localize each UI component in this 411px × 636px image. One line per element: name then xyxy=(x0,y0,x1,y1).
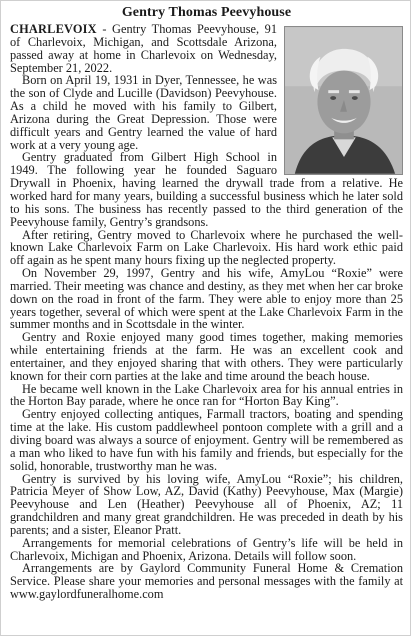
paragraph-text: - Gentry Thomas Peevyhouse, 91 of Charlevoix, Michigan, and Scottsdale Arizona, passed away at home in Charlevoix on Wednesday, September 21, 2022. xyxy=(10,22,277,75)
obituary-body xyxy=(10,23,403,601)
obituary-paragraph: Gentry graduated from Gilbert High School in 1949. The following year he founded Saguaro Drywall in Phoenix, having learned the drywall trade from a relative. He worked hard for many years, building a successful business which he later sold to his sons. The business has recently passed to the third generation of the Peevyhouse family, Gentry’s grandsons. xyxy=(10,150,403,229)
obituary-paragraph: Arrangements for memorial celebrations of Gentry’s life will be held in Charlevoix, Michigan and Phoenix, Arizona. Details will follow soon. xyxy=(10,535,403,563)
obituary-paragraph: After retiring, Gentry moved to Charlevoix where he purchased the well-known Lake Charlevoix Farm on Lake Charlevoix. His hard work ethic paid off again as he spent many hours fixing up the neglected property. xyxy=(10,227,403,268)
obituary-paragraph: Gentry and Roxie enjoyed many good times together, making memories while entertaining friends at the farm. He was an excellent cook and entertainer, and they enjoyed sharing that with others. They were particularly known for their corn parties at the lake and time around the beach house. xyxy=(10,330,403,383)
obituary-title: Gentry Thomas Peevyhouse xyxy=(121,5,292,20)
obituary-paragraph: He became well known in the Lake Charlevoix area for his annual entries in the Horton Bay parade, where he once ran for “Horton Bay King”. xyxy=(10,381,403,409)
obituary-paragraph: Born on April 19, 1931 in Dyer, Tennessee, he was the son of Clyde and Lucille (Davidson) Peevyhouse. As a child he moved with his family to Gilbert, Arizona during the Great Depression. Those were difficult years and Gentry learned the value of hard work at a very young age. xyxy=(10,73,277,152)
obituary-paragraph: Arrangements are by Gaylord Community Funeral Home & Cremation Service. Please share your memories and personal messages with the family at www.gaylordfuneralhome.com xyxy=(10,561,403,602)
dateline: CHARLEVOIX xyxy=(10,22,97,36)
portrait-photo-icon xyxy=(284,26,403,175)
portrait-photo-drawing xyxy=(285,27,402,174)
obituary-paragraph: Gentry enjoyed collecting antiques, Farmall tractors, boating and spending time at the lake. His custom paddlewheel pontoon complete with a grill and a diving board was always a source of enjoyment. Gentry will be remembered as a man who liked to have fun with his family and friends, but especially for the solid, honorable, trustworthy man he was. xyxy=(10,407,403,473)
obituary-paragraph: On November 29, 1997, Gentry and his wife, AmyLou “Roxie” were married. Their meeting was chance and destiny, as they met when her car broke down on the road in front of the farm. They were able to enjoy more than 25 years together, several of which were spent at the Lake Charlevoix Farm in the summer months and in Scottsdale in the winter. xyxy=(10,266,403,332)
obituary-paragraph: Gentry is survived by his loving wife, AmyLou “Roxie”; his children, Patricia Meyer of Show Low, AZ, David (Kathy) Peevyhouse, Max (Margie) Peevyhouse and Len (Heather) Peevyhouse all of Phoenix, AZ; 11 grandchildren and many great grandchildren. He was preceded in death by his parents; and a sister, Eleanor Pratt. xyxy=(10,471,403,537)
